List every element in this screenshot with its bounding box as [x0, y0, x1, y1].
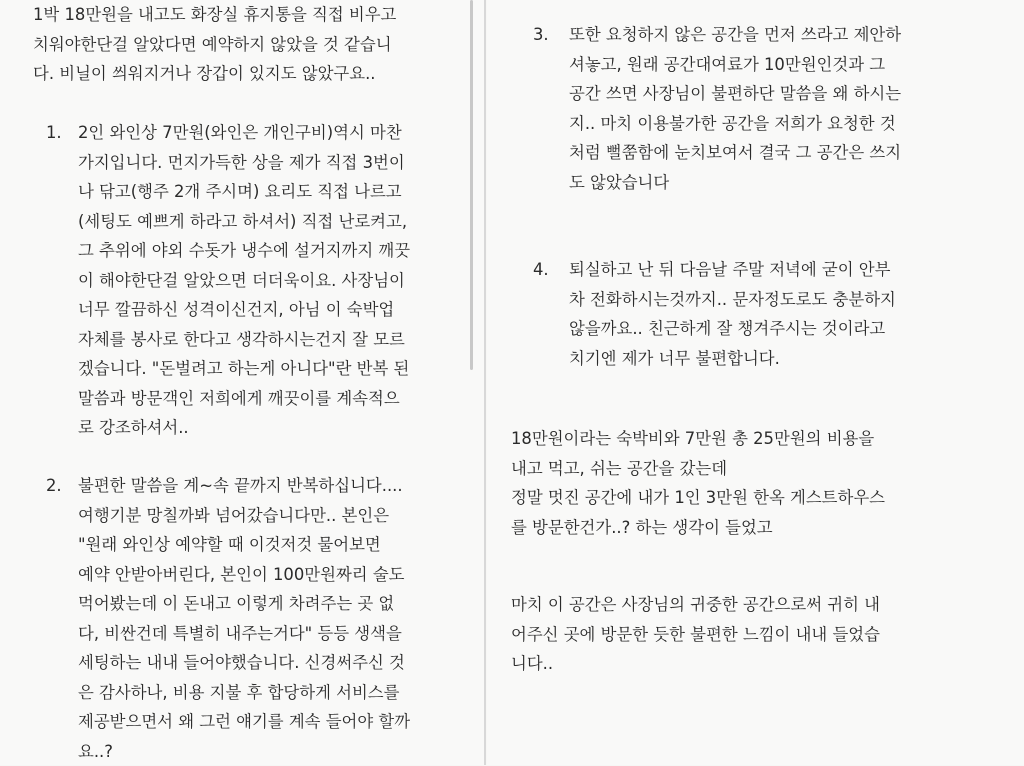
list-number: 4.	[533, 255, 549, 285]
text-line: 세팅하는 내내 들어야했습니다. 신경써주신 것	[78, 648, 410, 678]
text-line: 불편한 말씀을 계~속 끝까지 반복하십니다....	[78, 471, 410, 501]
text-line: 로 강조하셔서..	[78, 413, 410, 443]
text-line: 차 전화하시는것까지.. 문자정도로도 충분하지	[569, 285, 896, 315]
list-item-text	[569, 20, 901, 197]
text-line: 말씀과 방문객인 저희에게 깨끗이를 계속적으	[78, 384, 410, 414]
list-number: 3.	[533, 20, 549, 50]
text-line: 이 해야한단걸 알았으면 더더욱이요. 사장님이	[78, 266, 410, 296]
text-line: 마치 이 공간은 사장님의 귀중한 공간으로써 귀히 내	[511, 590, 880, 620]
text-line: 먹어봤는데 이 돈내고 이렇게 차려주는 곳 없	[78, 589, 410, 619]
text-line: 요..?	[78, 737, 410, 766]
text-line: 가지입니다. 먼지가득한 상을 제가 직접 3번이	[78, 148, 410, 178]
text-line: 않을까요.. 친근하게 잘 챙겨주시는 것이라고	[569, 314, 896, 344]
list-number: 1.	[46, 118, 62, 148]
text-line: 지.. 마치 이용불가한 공간을 저희가 요청한 것	[569, 109, 901, 139]
text-line: 공간 쓰면 사장님이 불편하단 말씀을 왜 하시는	[569, 79, 901, 109]
text-line: 처럼 뻘쭘함에 눈치보여서 결국 그 공간은 쓰지	[569, 138, 901, 168]
closing-paragraph	[511, 590, 880, 679]
list-item-text	[78, 471, 410, 766]
text-line: 내고 먹고, 쉬는 공간을 갔는데	[511, 454, 885, 484]
text-line: 도 않았습니다	[569, 168, 901, 198]
intro-paragraph	[33, 0, 396, 89]
text-line: 나 닦고(행주 2개 주시며) 요리도 직접 나르고	[78, 177, 410, 207]
summary-paragraph	[511, 424, 885, 542]
text-line: 겠습니다. "돈벌려고 하는게 아니다"란 반복 된	[78, 354, 410, 384]
list-item-text	[569, 255, 896, 373]
scrollbar-thumb[interactable]	[470, 0, 473, 370]
text-line: 어주신 곳에 방문한 듯한 불편한 느낌이 내내 들었습	[511, 620, 880, 650]
text-line: 치기엔 제가 너무 불편합니다.	[569, 344, 896, 374]
left-column	[0, 0, 486, 765]
text-line: 정말 멋진 공간에 내가 1인 3만원 한옥 게스트하우스	[511, 483, 885, 513]
text-line: 자체를 봉사로 한다고 생각하시는건지 잘 모르	[78, 325, 410, 355]
list-number: 2.	[46, 471, 62, 501]
text-line: 여행기분 망칠까봐 넘어갔습니다만.. 본인은	[78, 501, 410, 531]
text-line: 예약 안받아버린다, 본인이 100만원짜리 술도	[78, 560, 410, 590]
text-line: 다, 비싼건데 특별히 내주는거다" 등등 생색을	[78, 619, 410, 649]
text-line: 너무 깔끔하신 성격이신건지, 아님 이 숙박업	[78, 295, 410, 325]
text-line: 또한 요청하지 않은 공간을 먼저 쓰라고 제안하	[569, 20, 901, 50]
text-line: 18만원이라는 숙박비와 7만원 총 25만원의 비용을	[511, 424, 885, 454]
text-line: 셔놓고, 원래 공간대여료가 10만원인것과 그	[569, 50, 901, 80]
text-line: 치워야한단걸 알았다면 예약하지 않았을 것 같습니	[33, 30, 396, 60]
text-line: 2인 와인상 7만원(와인은 개인구비)역시 마찬	[78, 118, 410, 148]
right-column	[487, 0, 1024, 765]
text-line: "원래 와인상 예약할 때 이것저것 물어보면	[78, 530, 410, 560]
text-line: 니다..	[511, 649, 880, 679]
list-item-text	[78, 118, 410, 443]
text-line: 그 추위에 야외 수돗가 냉수에 설거지까지 깨끗	[78, 236, 410, 266]
text-line: 1박 18만원을 내고도 화장실 휴지통을 직접 비우고	[33, 0, 396, 30]
text-line: 은 감사하나, 비용 지불 후 합당하게 서비스를	[78, 678, 410, 708]
text-line: 제공받으면서 왜 그런 얘기를 계속 들어야 할까	[78, 707, 410, 737]
text-line: 를 방문한건가..? 하는 생각이 들었고	[511, 513, 885, 543]
text-line: (세팅도 예쁘게 하라고 하셔서) 직접 난로켜고,	[78, 207, 410, 237]
text-line: 다. 비닐이 씌워지거나 장갑이 있지도 않았구요..	[33, 59, 396, 89]
text-line: 퇴실하고 난 뒤 다음날 주말 저녁에 굳이 안부	[569, 255, 896, 285]
